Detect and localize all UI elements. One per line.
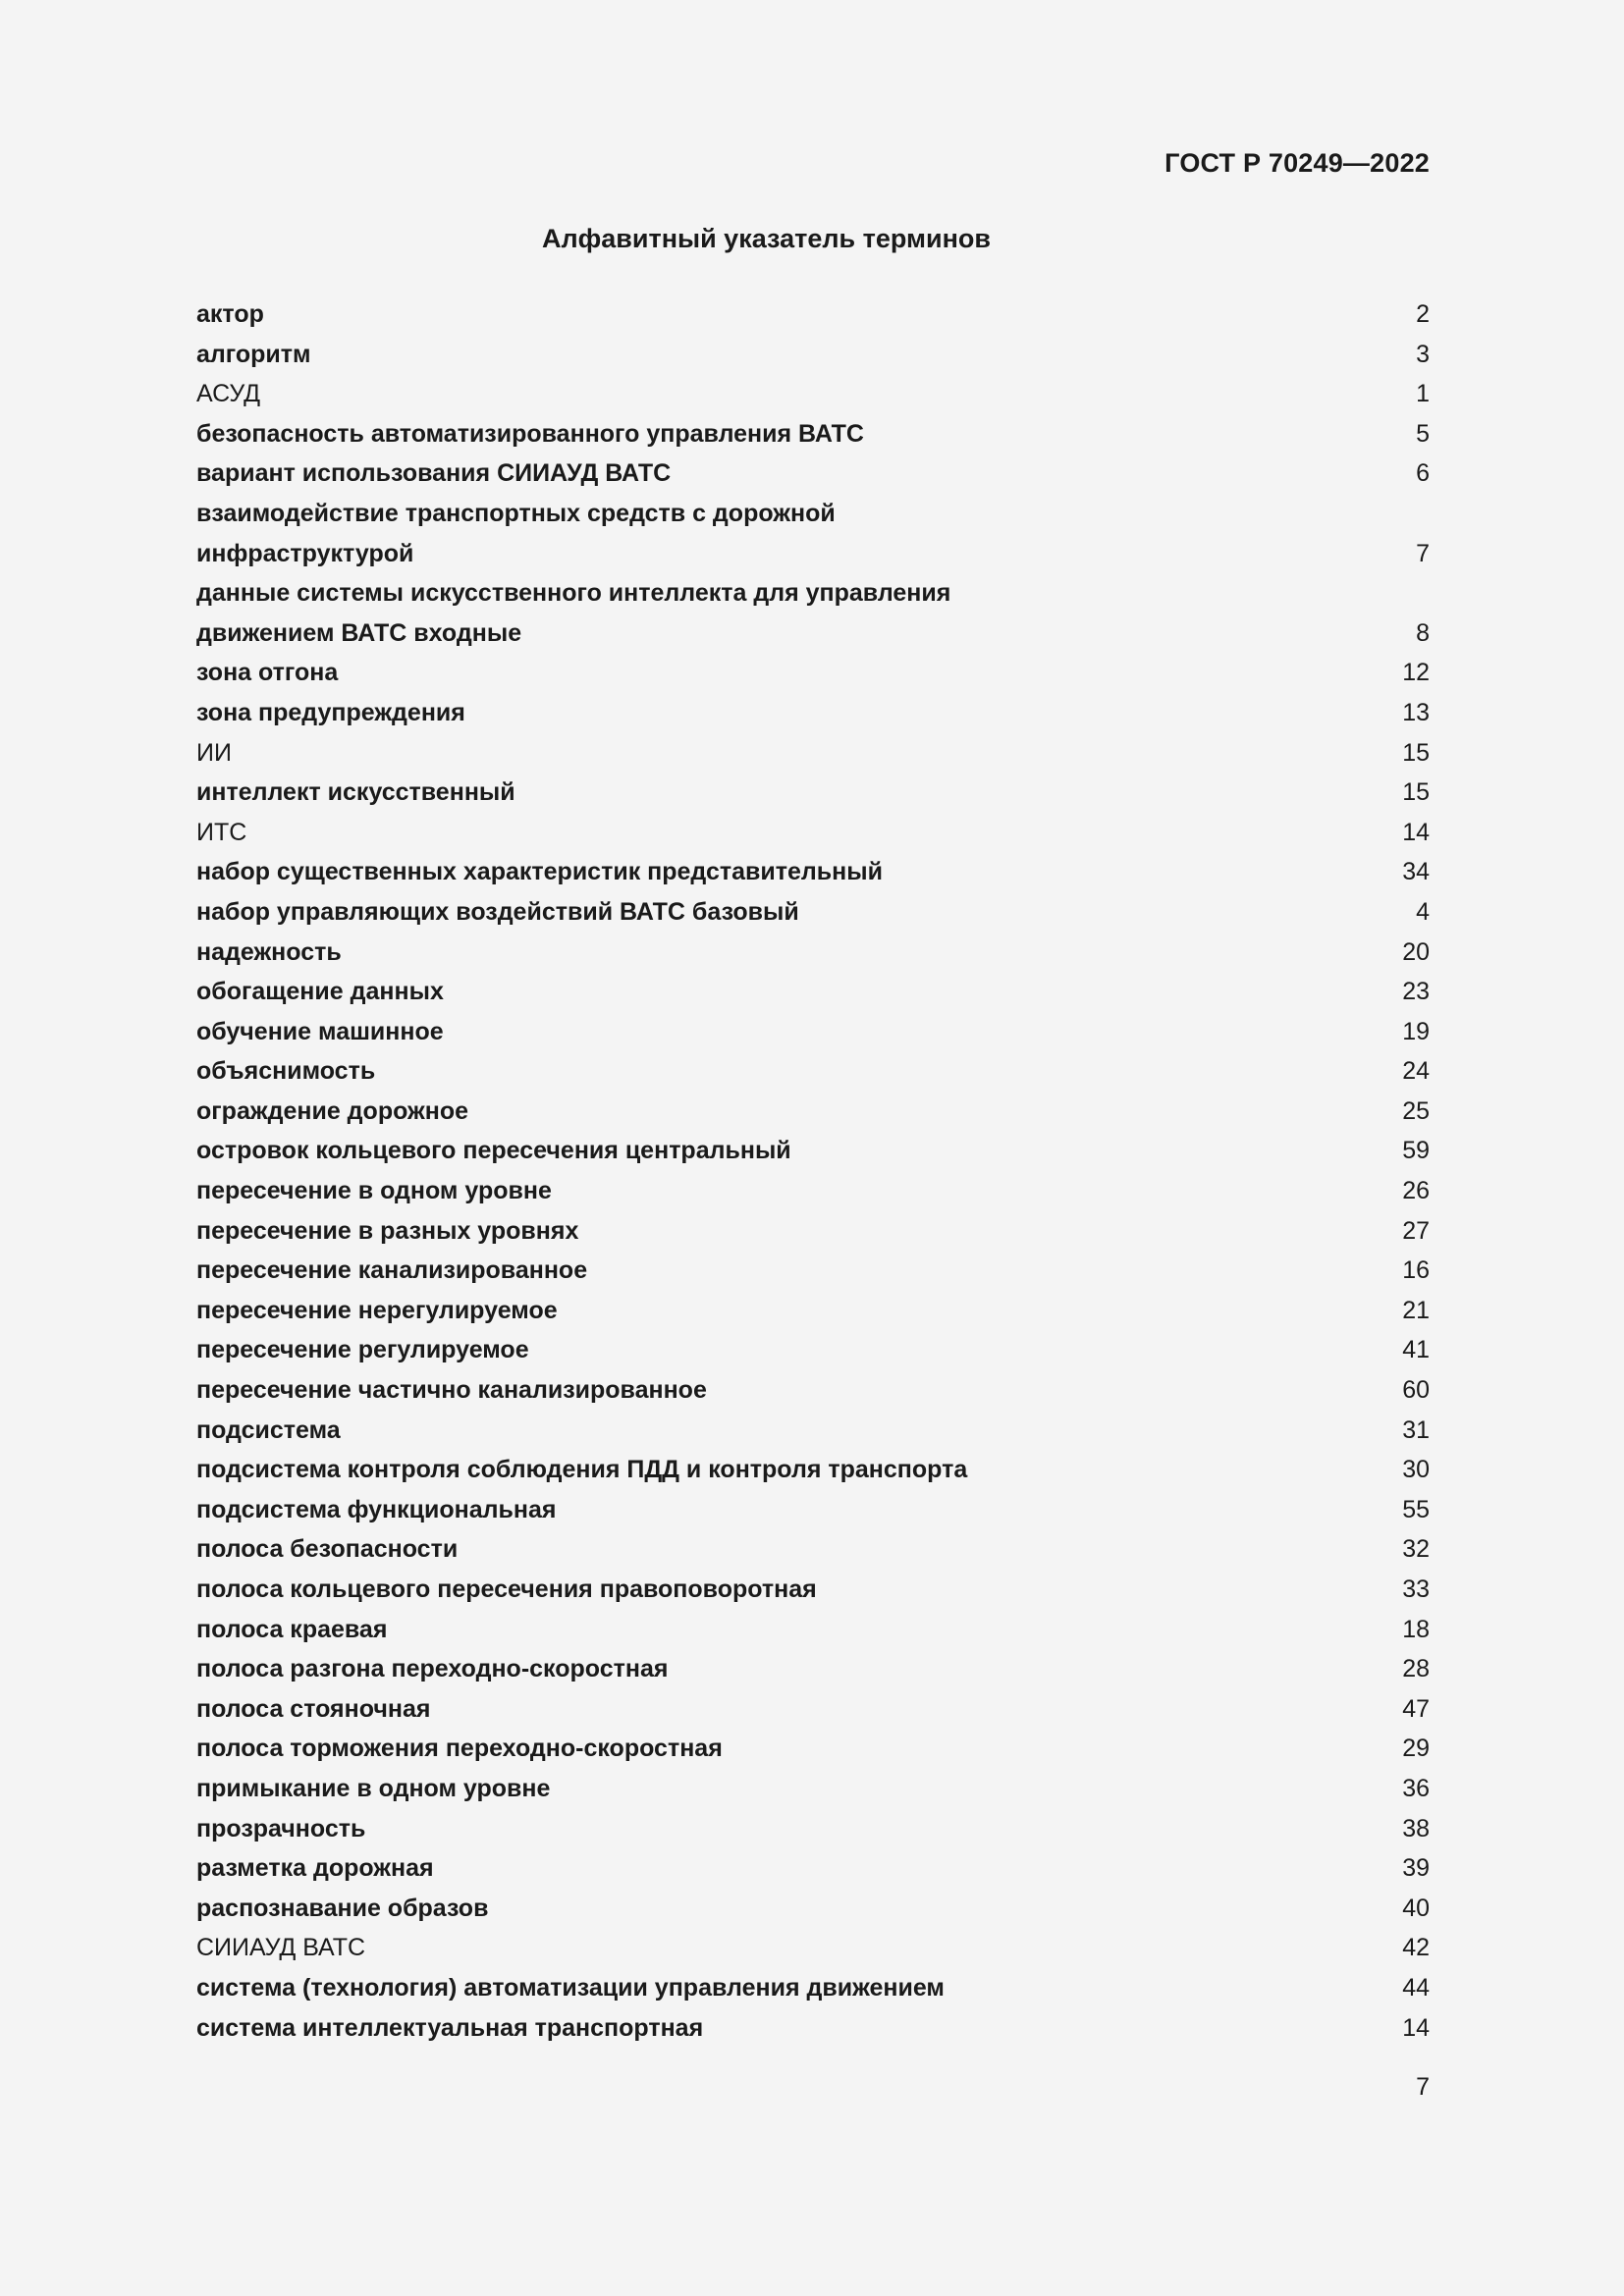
index-term-reference: 27	[1402, 1216, 1430, 1245]
index-term-reference: 34	[1402, 858, 1430, 886]
index-entry	[196, 933, 1430, 973]
index-term-reference: 15	[1402, 738, 1430, 767]
index-entry	[196, 454, 1430, 494]
index-term: пересечение частично канализированное	[196, 1376, 707, 1405]
index-entry	[196, 653, 1430, 693]
index-term: полоса краевая	[196, 1615, 388, 1643]
index-entry	[196, 892, 1430, 933]
index-term: ИИ	[196, 738, 232, 767]
index-term-reference: 55	[1402, 1495, 1430, 1523]
index-entry	[196, 294, 1430, 335]
index-term: набор управляющих воздействий ВАТС базовый	[196, 897, 799, 926]
index-term-reference: 33	[1402, 1575, 1430, 1603]
index-term: обогащение данных	[196, 978, 444, 1006]
index-term: распознавание образов	[196, 1894, 489, 1922]
index-term: интеллект искусственный	[196, 778, 515, 807]
index-term-reference: 12	[1402, 659, 1430, 687]
index-term: полоса торможения переходно-скоростная	[196, 1735, 723, 1763]
index-entry	[196, 1131, 1430, 1171]
index-term-reference: 32	[1402, 1535, 1430, 1564]
index-entry	[196, 2008, 1430, 2049]
index-term-reference: 47	[1402, 1694, 1430, 1723]
index-title: Алфавитный указатель терминов	[542, 224, 991, 253]
index-term: АСУД	[196, 380, 261, 408]
page-number: 7	[1416, 2073, 1430, 2101]
index-term-reference: 42	[1402, 1934, 1430, 1962]
index-term: островок кольцевого пересечения центральный	[196, 1137, 791, 1165]
index-entry	[196, 1729, 1430, 1769]
index-term-reference: 14	[1402, 2013, 1430, 2042]
index-entry	[196, 1928, 1430, 1968]
index-term: ИТС	[196, 818, 247, 846]
index-term-reference: 38	[1402, 1814, 1430, 1842]
index-entry	[196, 494, 1430, 573]
index-term: взаимодействие транспортных средств с дорожной инфраструктурой	[196, 499, 836, 567]
index-term: подсистема функциональная	[196, 1495, 557, 1523]
index-entry	[196, 773, 1430, 813]
index-entry	[196, 1211, 1430, 1252]
index-entry	[196, 1610, 1430, 1650]
index-entry	[196, 972, 1430, 1012]
term-index-list	[196, 294, 1430, 2048]
index-entry	[196, 1171, 1430, 1211]
index-entry	[196, 1809, 1430, 1849]
index-term-reference: 28	[1402, 1655, 1430, 1683]
index-term: пересечение регулируемое	[196, 1336, 529, 1364]
index-term: пересечение нерегулируемое	[196, 1296, 558, 1324]
index-term-reference: 6	[1416, 459, 1430, 488]
index-entry	[196, 1689, 1430, 1730]
index-entry	[196, 852, 1430, 892]
index-term-reference: 29	[1402, 1735, 1430, 1763]
index-term: надежность	[196, 937, 342, 966]
index-term-reference: 24	[1402, 1057, 1430, 1086]
index-entry	[196, 1649, 1430, 1689]
index-term: обучение машинное	[196, 1017, 444, 1045]
index-term: подсистема контроля соблюдения ПДД и контроля транспорта	[196, 1456, 968, 1484]
index-term: пересечение канализированное	[196, 1256, 588, 1285]
index-term-reference: 30	[1402, 1456, 1430, 1484]
index-entry	[196, 1012, 1430, 1052]
index-term-reference: 13	[1402, 698, 1430, 726]
index-entry	[196, 1051, 1430, 1092]
index-term: данные системы искусственного интеллекта для управления движением ВАТС входные	[196, 579, 951, 647]
index-term: вариант использования СИИАУД ВАТС	[196, 459, 672, 488]
index-term-reference: 18	[1402, 1615, 1430, 1643]
index-term-reference: 41	[1402, 1336, 1430, 1364]
index-term: СИИАУД ВАТС	[196, 1934, 366, 1962]
index-entry	[196, 1889, 1430, 1929]
index-term: подсистема	[196, 1415, 341, 1444]
index-term: система (технология) автоматизации управления движением	[196, 1973, 945, 2002]
index-term-reference: 8	[1416, 618, 1430, 647]
index-entry	[196, 1848, 1430, 1889]
index-term: полоса безопасности	[196, 1535, 459, 1564]
index-entry	[196, 573, 1430, 653]
index-entry	[196, 1370, 1430, 1411]
index-term: объяснимость	[196, 1057, 376, 1086]
index-entry	[196, 374, 1430, 414]
index-term: прозрачность	[196, 1814, 366, 1842]
index-entry	[196, 813, 1430, 853]
standard-code: ГОСТ Р 70249—2022	[1164, 148, 1430, 178]
index-term: полоса разгона переходно-скоростная	[196, 1655, 669, 1683]
index-term: актор	[196, 300, 264, 328]
index-term: полоса кольцевого пересечения правоповоротная	[196, 1575, 817, 1603]
index-term-reference: 60	[1402, 1376, 1430, 1405]
index-entry	[196, 1968, 1430, 2008]
index-entry	[196, 1529, 1430, 1570]
index-entry	[196, 733, 1430, 774]
index-term-reference: 39	[1402, 1854, 1430, 1883]
index-term: зона отгона	[196, 659, 339, 687]
index-term-reference: 40	[1402, 1894, 1430, 1922]
index-term: безопасность автоматизированного управления ВАТС	[196, 419, 864, 448]
index-term: зона предупреждения	[196, 698, 465, 726]
index-term: пересечение в одном уровне	[196, 1177, 552, 1205]
index-term: примыкание в одном уровне	[196, 1774, 551, 1802]
index-term-reference: 16	[1402, 1256, 1430, 1285]
index-term-reference: 5	[1416, 419, 1430, 448]
index-term: полоса стояночная	[196, 1694, 431, 1723]
index-term-reference: 31	[1402, 1415, 1430, 1444]
index-entry	[196, 1251, 1430, 1291]
index-entry	[196, 1411, 1430, 1451]
index-entry	[196, 1092, 1430, 1132]
index-term-reference: 20	[1402, 937, 1430, 966]
index-term: пересечение в разных уровнях	[196, 1216, 579, 1245]
index-term-reference: 44	[1402, 1973, 1430, 2002]
index-term-reference: 36	[1402, 1774, 1430, 1802]
index-entry	[196, 1291, 1430, 1331]
index-entry	[196, 1769, 1430, 1809]
index-term-reference: 23	[1402, 978, 1430, 1006]
index-term-reference: 26	[1402, 1177, 1430, 1205]
index-term-reference: 19	[1402, 1017, 1430, 1045]
index-term-reference: 21	[1402, 1296, 1430, 1324]
index-entry	[196, 693, 1430, 733]
index-entry	[196, 414, 1430, 454]
index-term-reference: 2	[1416, 300, 1430, 328]
index-term: алгоритм	[196, 340, 311, 368]
index-entry	[196, 335, 1430, 375]
index-term-reference: 59	[1402, 1137, 1430, 1165]
index-term: разметка дорожная	[196, 1854, 434, 1883]
index-entry	[196, 1450, 1430, 1490]
index-term-reference: 15	[1402, 778, 1430, 807]
index-term-reference: 14	[1402, 818, 1430, 846]
index-term: набор существенных характеристик представительный	[196, 858, 883, 886]
index-term-reference: 4	[1416, 897, 1430, 926]
index-term: система интеллектуальная транспортная	[196, 2013, 704, 2042]
index-entry	[196, 1330, 1430, 1370]
index-entry	[196, 1570, 1430, 1610]
index-term-reference: 1	[1416, 380, 1430, 408]
index-term-reference: 25	[1402, 1096, 1430, 1125]
index-term: ограждение дорожное	[196, 1096, 469, 1125]
index-term-reference: 3	[1416, 340, 1430, 368]
index-term-reference: 7	[1416, 539, 1430, 567]
index-entry	[196, 1490, 1430, 1530]
